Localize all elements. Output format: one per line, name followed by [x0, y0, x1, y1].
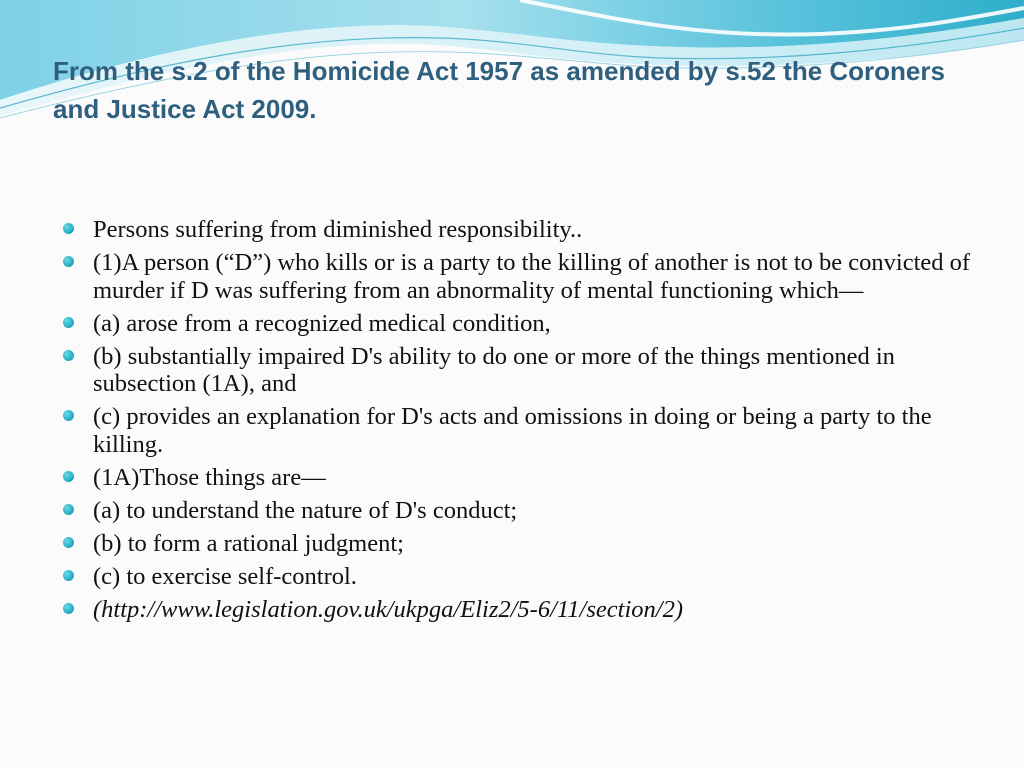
bullet-icon [63, 256, 74, 267]
bullet-text: (a) to understand the nature of D's conduct; [93, 496, 518, 524]
list-item [62, 497, 982, 525]
bullet-icon [63, 317, 74, 328]
list-item [62, 563, 982, 591]
bullet-icon [63, 350, 74, 361]
slide-title: From the s.2 of the Homicide Act 1957 as amended by s.52 the Coroners and Justice Act 2009. [53, 56, 945, 124]
list-item [62, 310, 982, 338]
bullet-text: (b) to form a rational judgment; [93, 529, 404, 557]
list-item [62, 343, 982, 398]
bullet-text: (c) to exercise self-control. [93, 562, 357, 590]
bullet-text: (1A)Those things are— [93, 463, 326, 491]
bullet-icon [63, 410, 74, 421]
bullet-text: (1)A person (“D”) who kills or is a party to the killing of another is not to be convicted of murder if D was suffering from an abnormality of mental functioning which— [93, 249, 971, 304]
source-link-item [62, 596, 982, 624]
list-item [62, 249, 982, 304]
bullet-icon [63, 603, 74, 614]
bullet-icon [63, 570, 74, 581]
source-link-text[interactable]: (http://www.legislation.gov.uk/ukpga/Eliz2/5-6/11/section/2) [93, 595, 683, 623]
bullet-icon [63, 223, 74, 234]
list-item [62, 216, 982, 244]
list-item [62, 464, 982, 492]
bullet-text: (b) substantially impaired D's ability to do one or more of the things mentioned in subsection (1A), and [93, 342, 895, 397]
bullet-icon [63, 537, 74, 548]
bullet-text: Persons suffering from diminished responsibility.. [93, 216, 583, 243]
list-item [62, 403, 982, 458]
list-item [62, 530, 982, 558]
bullet-icon [63, 471, 74, 482]
bullet-icon [63, 504, 74, 515]
bullet-text: (c) provides an explanation for D's acts and omissions in doing or being a party to the killing. [93, 403, 932, 458]
bullet-list [62, 216, 982, 629]
bullet-text: (a) arose from a recognized medical condition, [93, 309, 551, 337]
